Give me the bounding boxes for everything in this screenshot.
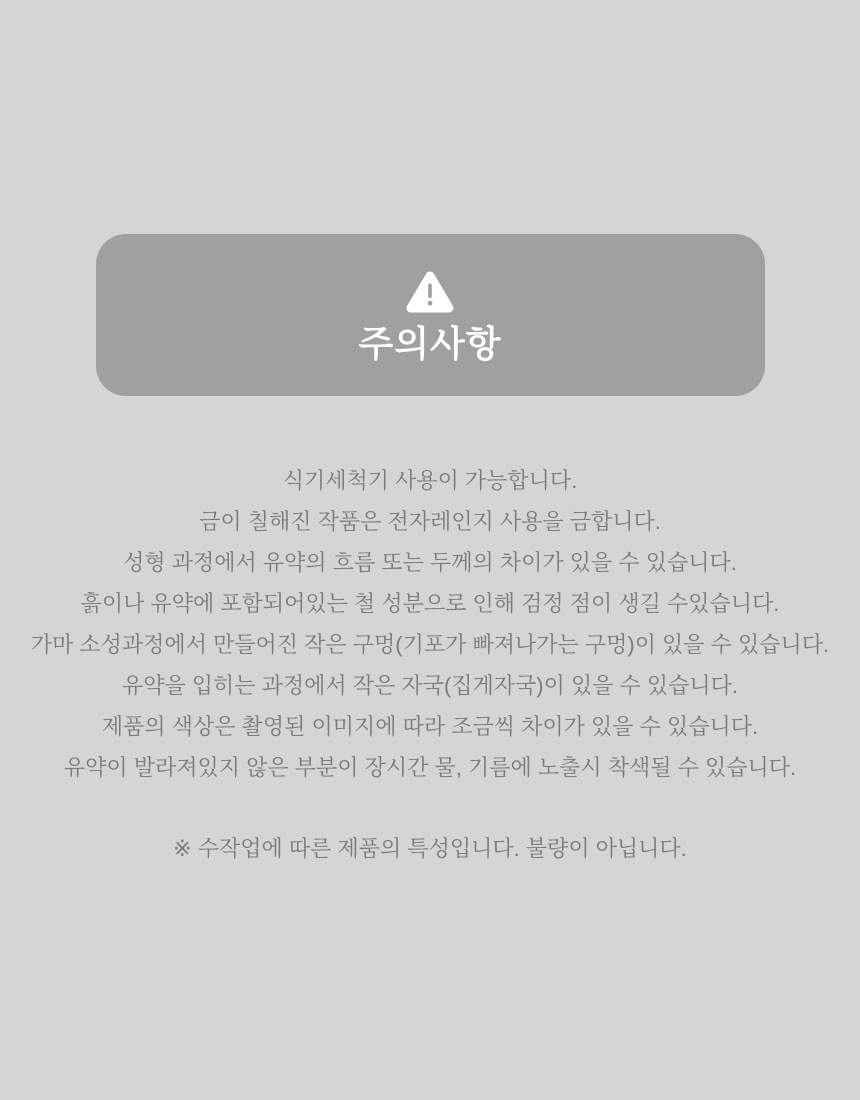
notice-line: 가마 소성과정에서 만들어진 작은 구멍(기포가 빠져나가는 구멍)이 있을 수 있습니다. bbox=[30, 632, 830, 657]
caution-title: 주의사항 bbox=[358, 322, 502, 364]
notice-note: ※ 수작업에 따른 제품의 특성입니다. 불량이 아닙니다. bbox=[173, 836, 687, 861]
notice-line: 금이 칠해진 작품은 전자레인지 사용을 금합니다. bbox=[199, 509, 661, 534]
notice-line: 성형 과정에서 유약의 흐름 또는 두께의 차이가 있을 수 있습니다. bbox=[123, 550, 737, 575]
notice-line: 식기세척기 사용이 가능합니다. bbox=[282, 468, 578, 493]
notice-line: 유약이 발라져있지 않은 부분이 장시간 물, 기름에 노출시 착색될 수 있습니다. bbox=[63, 755, 797, 780]
warning-triangle-icon bbox=[406, 269, 454, 314]
notice-line: 유약을 입히는 과정에서 작은 자국(집게자국)이 있을 수 있습니다. bbox=[121, 673, 739, 698]
caution-banner bbox=[96, 234, 765, 396]
notice-body bbox=[0, 460, 860, 869]
notice-line: 제품의 색상은 촬영된 이미지에 따라 조금씩 차이가 있을 수 있습니다. bbox=[101, 714, 759, 739]
notice-line: 흙이나 유약에 포함되어있는 철 성분으로 인해 검정 점이 생길 수있습니다. bbox=[80, 591, 780, 616]
